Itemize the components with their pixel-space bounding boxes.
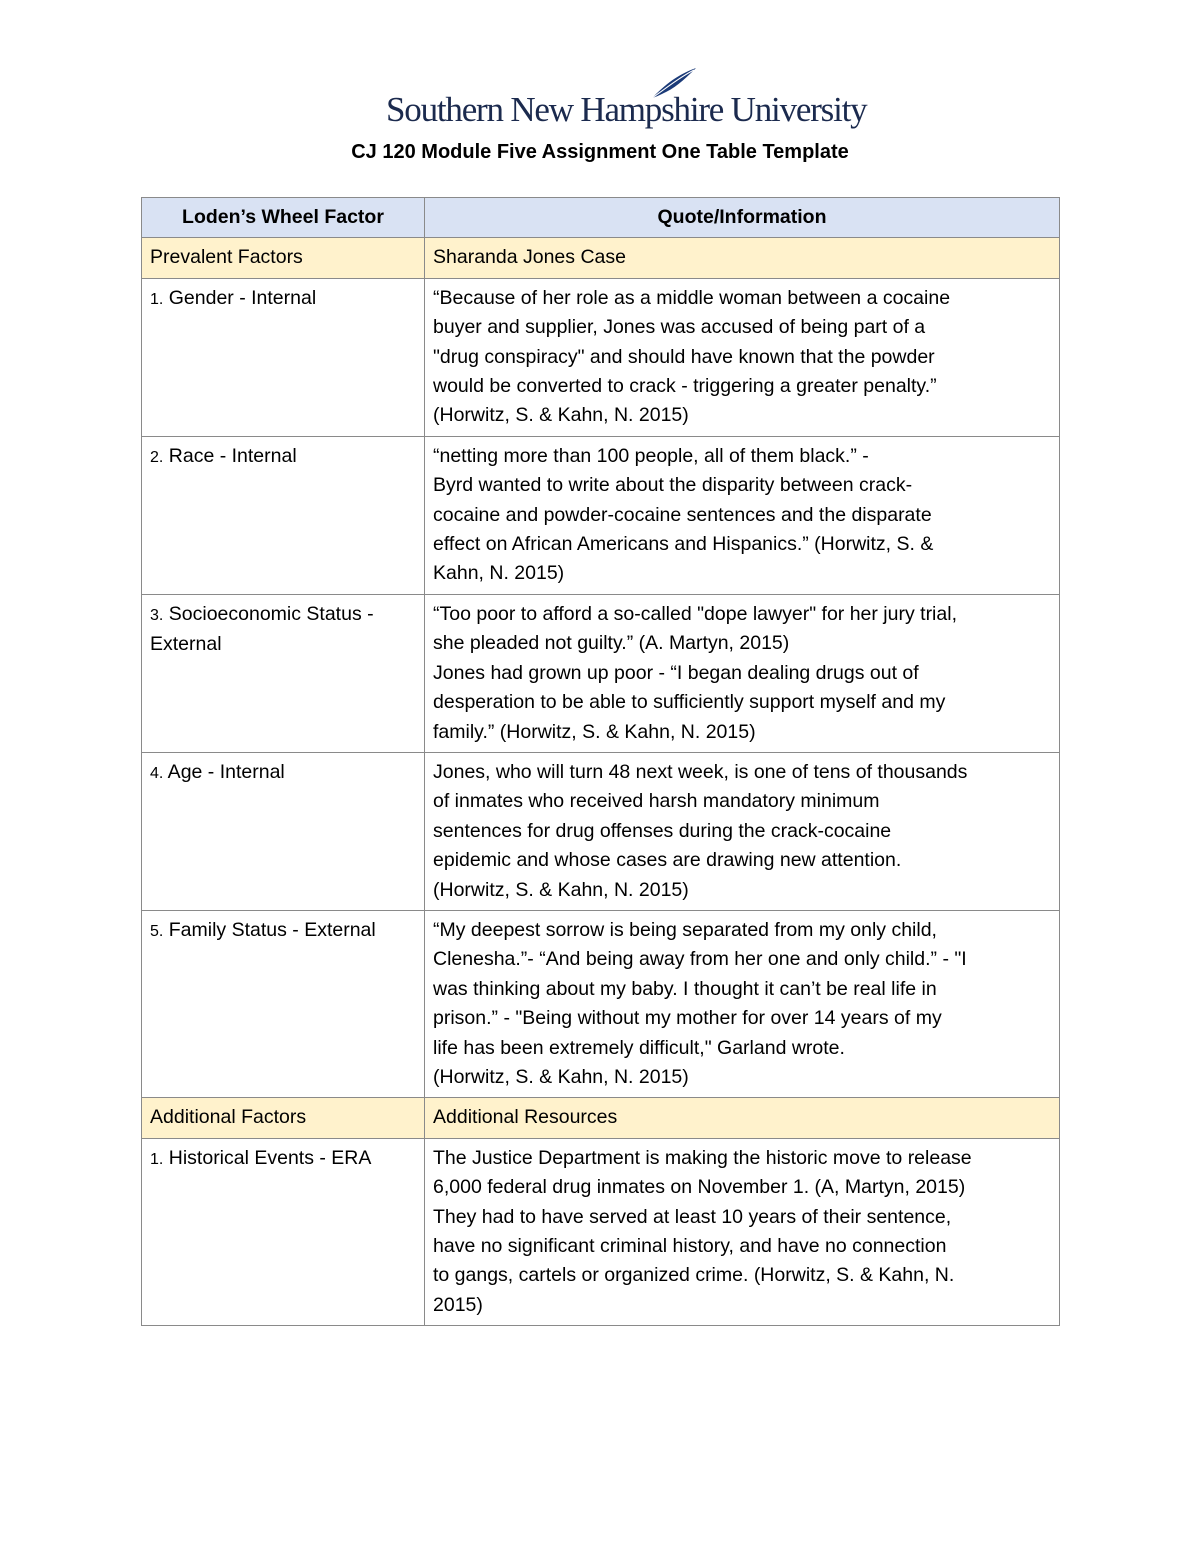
quote-line: Clenesha.”- “And being away from her one and only child.” - "I bbox=[433, 948, 967, 971]
factor-cell bbox=[142, 594, 425, 752]
row-number: 3. bbox=[150, 606, 164, 624]
quote-line: “netting more than 100 people, all of them black.” - bbox=[433, 444, 869, 467]
quote-line: “Too poor to afford a so-called "dope lawyer" for her jury trial, bbox=[433, 602, 957, 625]
quote-line: life has been extremely difficult," Garland wrote. bbox=[433, 1036, 845, 1059]
quote-line: prison.” - "Being without my mother for over 14 years of my bbox=[433, 1007, 942, 1030]
factor-label: Age - Internal bbox=[163, 760, 285, 783]
table-row bbox=[142, 910, 1060, 1097]
factor-label-continued: External bbox=[150, 633, 222, 656]
factor-table bbox=[141, 197, 1060, 1326]
factor-label: Family Status - External bbox=[163, 918, 376, 941]
column-header-quote: Quote/Information bbox=[425, 198, 1060, 238]
row-number: 1. bbox=[150, 290, 164, 308]
row-number: 5. bbox=[150, 922, 164, 940]
section-label: Sharanda Jones Case bbox=[425, 238, 1060, 278]
row-number: 2. bbox=[150, 448, 164, 466]
quote-cell bbox=[425, 278, 1060, 436]
row-number: 1. bbox=[150, 1150, 164, 1168]
logo-text: Southern New Hampshire University bbox=[386, 90, 867, 129]
section-label: Additional Factors bbox=[142, 1098, 425, 1138]
quote-cell bbox=[425, 752, 1060, 910]
factor-cell bbox=[142, 752, 425, 910]
quote-line: desperation to be able to sufficiently support myself and my bbox=[433, 691, 946, 714]
factor-label: Gender - Internal bbox=[163, 286, 317, 309]
quote-line: “Because of her role as a middle woman between a cocaine bbox=[433, 286, 951, 309]
table-row bbox=[142, 594, 1060, 752]
quote-line: 6,000 federal drug inmates on November 1. (A, Martyn, 2015) bbox=[433, 1176, 966, 1199]
university-logo bbox=[386, 66, 867, 136]
document-title: CJ 120 Module Five Assignment One Table Template bbox=[351, 141, 849, 163]
quote-line: effect on African Americans and Hispanics.” (Horwitz, S. & bbox=[433, 533, 934, 556]
quote-line: of inmates who received harsh mandatory minimum bbox=[433, 790, 880, 813]
quote-line: They had to have served at least 10 years of their sentence, bbox=[433, 1205, 952, 1228]
factor-label: Race - Internal bbox=[163, 444, 297, 467]
table-row bbox=[142, 278, 1060, 436]
factor-label: Historical Events - ERA bbox=[163, 1146, 372, 1169]
quote-line: she pleaded not guilty.” (A. Martyn, 2015) bbox=[433, 632, 790, 655]
quote-line: buyer and supplier, Jones was accused of being part of a bbox=[433, 316, 926, 339]
quote-line: “My deepest sorrow is being separated from my only child, bbox=[433, 918, 937, 941]
quote-line: would be converted to crack - triggering a greater penalty.” bbox=[433, 375, 937, 398]
row-number: 4. bbox=[150, 764, 164, 782]
section-row-additional bbox=[142, 1098, 1060, 1138]
column-header-factor: Loden’s Wheel Factor bbox=[142, 198, 425, 238]
quote-cell bbox=[425, 910, 1060, 1097]
quote-line: Jones, who will turn 48 next week, is one of tens of thousands bbox=[433, 760, 968, 783]
table-header-row bbox=[142, 198, 1060, 238]
table-row bbox=[142, 436, 1060, 594]
section-label: Additional Resources bbox=[425, 1098, 1060, 1138]
table-row bbox=[142, 752, 1060, 910]
quote-line: to gangs, cartels or organized crime. (Horwitz, S. & Kahn, N. bbox=[433, 1264, 955, 1287]
factor-label: Socioeconomic Status - bbox=[163, 602, 374, 625]
quote-line: Jones had grown up poor - “I began dealing drugs out of bbox=[433, 661, 919, 684]
quote-line: epidemic and whose cases are drawing new attention. bbox=[433, 849, 902, 872]
quote-cell bbox=[425, 1138, 1060, 1325]
quote-line: Byrd wanted to write about the disparity between crack- bbox=[433, 474, 913, 497]
quote-line: cocaine and powder-cocaine sentences and the disparate bbox=[433, 503, 932, 526]
factor-cell bbox=[142, 1138, 425, 1325]
quote-line: "drug conspiracy" and should have known that the powder bbox=[433, 345, 935, 368]
table-row bbox=[142, 1138, 1060, 1325]
quote-line: (Horwitz, S. & Kahn, N. 2015) bbox=[433, 404, 689, 427]
quote-line: (Horwitz, S. & Kahn, N. 2015) bbox=[433, 878, 689, 901]
quote-cell bbox=[425, 594, 1060, 752]
quote-line: was thinking about my baby. I thought it can’t be real life in bbox=[433, 977, 937, 1000]
quote-line: have no significant criminal history, and have no connection bbox=[433, 1235, 947, 1257]
section-row-prevalent bbox=[142, 238, 1060, 278]
quote-line: 2015) bbox=[433, 1293, 483, 1316]
quote-cell bbox=[425, 436, 1060, 594]
quote-line: The Justice Department is making the historic move to release bbox=[433, 1146, 972, 1169]
quote-line: family.” (Horwitz, S. & Kahn, N. 2015) bbox=[433, 720, 756, 743]
section-label: Prevalent Factors bbox=[142, 238, 425, 278]
quote-line: sentences for drug offenses during the crack-cocaine bbox=[433, 819, 892, 842]
factor-cell bbox=[142, 910, 425, 1097]
quote-line: Kahn, N. 2015) bbox=[433, 562, 565, 585]
factor-cell bbox=[142, 436, 425, 594]
quote-line: (Horwitz, S. & Kahn, N. 2015) bbox=[433, 1065, 689, 1088]
factor-cell bbox=[142, 278, 425, 436]
